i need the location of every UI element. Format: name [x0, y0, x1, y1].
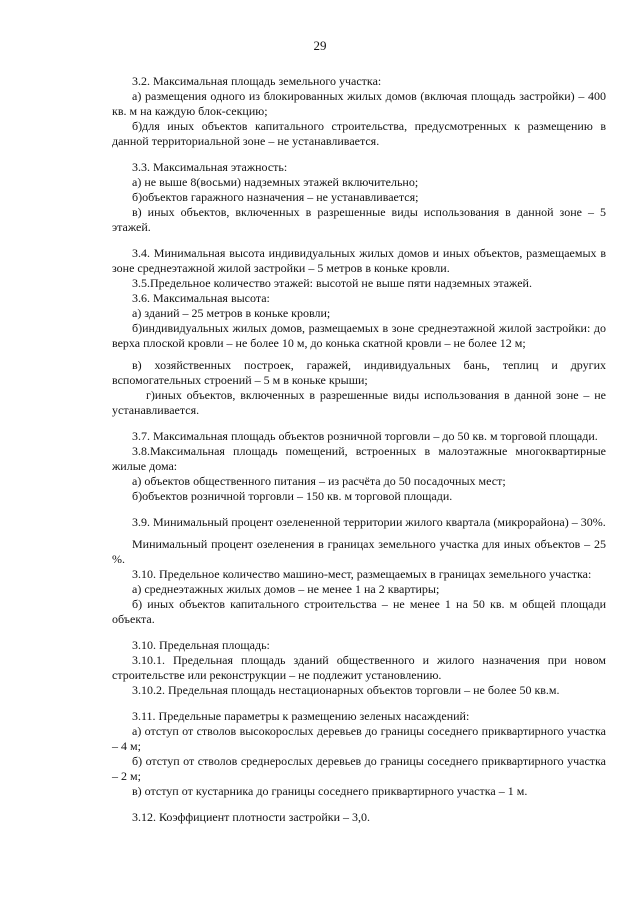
paragraph: в) отступ от кустарника до границы соседнего приквартирного участка – 1 м.	[132, 784, 528, 798]
paragraph: Минимальный процент озеленения в границах земельного участка для иных объектов – 25 %.	[112, 537, 606, 566]
paragraph: 3.10.1. Предельная площадь зданий общественного и жилого назначения при новом строительстве или реконструкции – не подлежит установлению.	[112, 653, 606, 682]
paragraph: г)иных объектов, включенных в разрешенные виды использования в данной зоне – не устанавливается.	[112, 388, 606, 417]
paragraph: а) среднеэтажных жилых домов – не менее 1 на 2 квартиры;	[132, 582, 440, 596]
paragraph: 3.10. Предельная площадь:	[132, 638, 270, 652]
paragraph: б)объектов гаражного назначения – не устанавливается;	[132, 190, 419, 204]
paragraph: б) отступ от стволов среднерослых деревьев до границы соседнего приквартирного участка – 2 м;	[112, 754, 606, 783]
page-number: 29	[313, 38, 327, 53]
paragraph: 3.4. Минимальная высота индивидуальных жилых домов и иных объектов, размещаемых в зоне среднеэтажной жилой застройки – 5 метров в коньке кровли.	[112, 246, 606, 275]
paragraph: 3.2. Максимальная площадь земельного участка:	[132, 74, 382, 88]
paragraph: 3.5.Предельное количество этажей: высотой не выше пяти надземных этажей.	[132, 276, 532, 290]
paragraph: в) хозяйственных построек, гаражей, индивидуальных бань, теплиц и других вспомогательных строений – 5 м в коньке крыши;	[112, 358, 606, 387]
paragraph: б)для иных объектов капитального строительства, предусмотренных к размещению в данной территориальной зоне – не устанавливается.	[112, 119, 606, 148]
paragraph: 3.10. Предельное количество машино-мест, размещаемых в границах земельного участка:	[132, 567, 592, 581]
document-body	[112, 74, 606, 825]
paragraph: б)объектов розничной торговли – 150 кв. м торговой площади.	[132, 489, 453, 503]
paragraph: 3.12. Коэффициент плотности застройки – 3,0.	[132, 810, 371, 824]
paragraph: 3.9. Минимальный процент озелененной территории жилого квартала (микрорайона) – 30%.	[132, 515, 606, 529]
paragraph: 3.8.Максимальная площадь помещений, встроенных в малоэтажные многоквартирные жилые дома:	[112, 444, 606, 473]
paragraph: 3.10.2. Предельная площадь нестационарных объектов торговли – не более 50 кв.м.	[132, 683, 560, 697]
paragraph: 3.7. Максимальная площадь объектов розничной торговли – до 50 кв. м торговой площади.	[132, 429, 598, 443]
paragraph: 3.3. Максимальная этажность:	[132, 160, 288, 174]
paragraph: а) отступ от стволов высокорослых деревьев до границы соседнего приквартирного участка – 4 м;	[112, 724, 606, 753]
paragraph: а) зданий – 25 метров в коньке кровли;	[132, 306, 331, 320]
paragraph: а) объектов общественного питания – из расчёта до 50 посадочных мест;	[132, 474, 506, 488]
paragraph: а) не выше 8(восьми) надземных этажей включительно;	[132, 175, 419, 189]
paragraph: в) иных объектов, включенных в разрешенные виды использования в данной зоне – 5 этажей.	[112, 205, 606, 234]
paragraph: 3.11. Предельные параметры к размещению зеленых насаждений:	[132, 709, 470, 723]
paragraph: б)индивидуальных жилых домов, размещаемых в зоне среднеэтажной жилой застройки: до верха плоской кровли – не более 10 м, до конька скатной кровли – не более 12 м;	[112, 321, 606, 350]
paragraph: б) иных объектов капитального строительства – не менее 1 на 50 кв. м общей площади объекта.	[112, 597, 606, 626]
paragraph: а) размещения одного из блокированных жилых домов (включая площадь застройки) – 400 кв. м на каждую блок-секцию;	[112, 89, 606, 118]
paragraph: 3.6. Максимальная высота:	[132, 291, 270, 305]
